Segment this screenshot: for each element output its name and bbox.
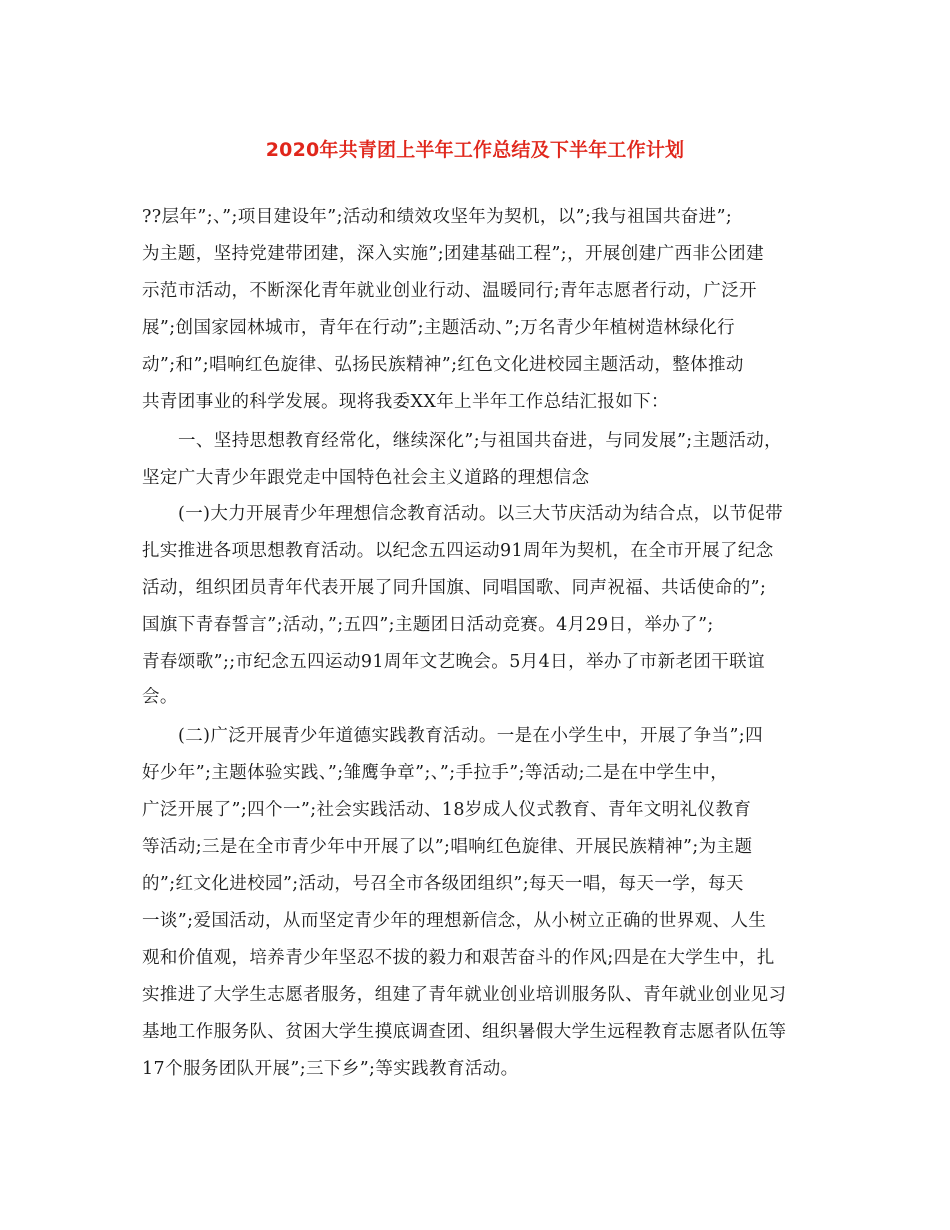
section-heading-line-1: 一、坚持思想教育经常化，继续深化”;与祖国共奋进，与同发展”;主题活动， [178,431,783,451]
body-line-6: 共青团事业的科学发展。现将我委XX年上半年工作总结汇报如下： [142,392,669,412]
section-heading-line-2: 坚定广大青少年跟党走中国特色社会主义道路的理想信念 [142,468,590,488]
subsection-1-line-1: (一)大力开展青少年理想信念教育活动。以三大节庆活动为结合点，以节促带 [178,504,784,524]
body-line-1: ??层年”;、”;项目建设年”;活动和绩效攻坚年为契机，以”;我与祖国共奋进”; [142,207,733,227]
subsection-2-line-3: 广泛开展了”;四个一”;社会实践活动、18岁成人仪式教育、青年文明礼仪教育 [142,800,752,820]
subsection-1-line-2: 扎实推进各项思想教育活动。以纪念五四运动91周年为契机，在全市开展了纪念 [142,541,774,561]
subsection-1-line-4: 国旗下青春誓言”;活动，”;五四”;主题团日活动竞赛。4月29日，举办了”; [142,615,714,635]
body-line-3: 示范市活动，不断深化青年就业创业行动、温暖同行;青年志愿者行动，广泛开 [142,281,757,301]
subsection-2-line-9: 基地工作服务队、贫困大学生摸底调查团、组织暑假大学生远程教育志愿者队伍等 [142,1022,787,1042]
subsection-2-line-4: 等活动;三是在全市青少年中开展了以”;唱响红色旋律、开展民族精神”;为主题 [142,837,753,857]
subsection-2-line-2: 好少年”;主题体验实践、”;雏鹰争章”;、”;手拉手”;等活动;二是在中学生中， [142,763,729,783]
subsection-2-line-1: (二)广泛开展青少年道德实践教育活动。一是在小学生中，开展了争当”;四 [178,726,763,746]
subsection-2-line-5: 的”;红文化进校园”;活动，号召全市各级团组织”;每天一唱，每天一学，每天 [142,874,744,894]
subsection-1-line-3: 活动，组织团员青年代表开展了同升国旗、同唱国歌、同声祝福、共话使命的”; [142,578,767,598]
body-line-5: 动”;和”;唱响红色旋律、弘扬民族精神”;红色文化进校园主题活动，整体推动 [142,355,744,375]
subsection-1-line-5: 青春颂歌”;;市纪念五四运动91周年文艺晚会。5月4日，举办了市新老团干联谊 [142,652,765,672]
subsection-2-line-10: 17个服务团队开展”;三下乡”;等实践教育活动。 [142,1059,519,1079]
subsection-1-line-6: 会。 [142,687,178,707]
body-line-2: 为主题，坚持党建带团建，深入实施”;团建基础工程”;，开展创建广西非公团建 [142,244,764,264]
document-title: 2020年共青团上半年工作总结及下半年工作计划 [265,139,685,161]
subsection-2-line-7: 观和价值观，培养青少年坚忍不拔的毅力和艰苦奋斗的作风;四是在大学生中，扎 [142,948,775,968]
subsection-2-line-8: 实推进了大学生志愿者服务，组建了青年就业创业培训服务队、青年就业创业见习 [142,985,787,1005]
subsection-2-line-6: 一谈”;爱国活动，从而坚定青少年的理想新信念，从小树立正确的世界观、人生 [142,911,767,931]
body-line-4: 展”;创国家园林城市，青年在行动”;主题活动、”;万名青少年植树造林绿化行 [142,318,736,338]
